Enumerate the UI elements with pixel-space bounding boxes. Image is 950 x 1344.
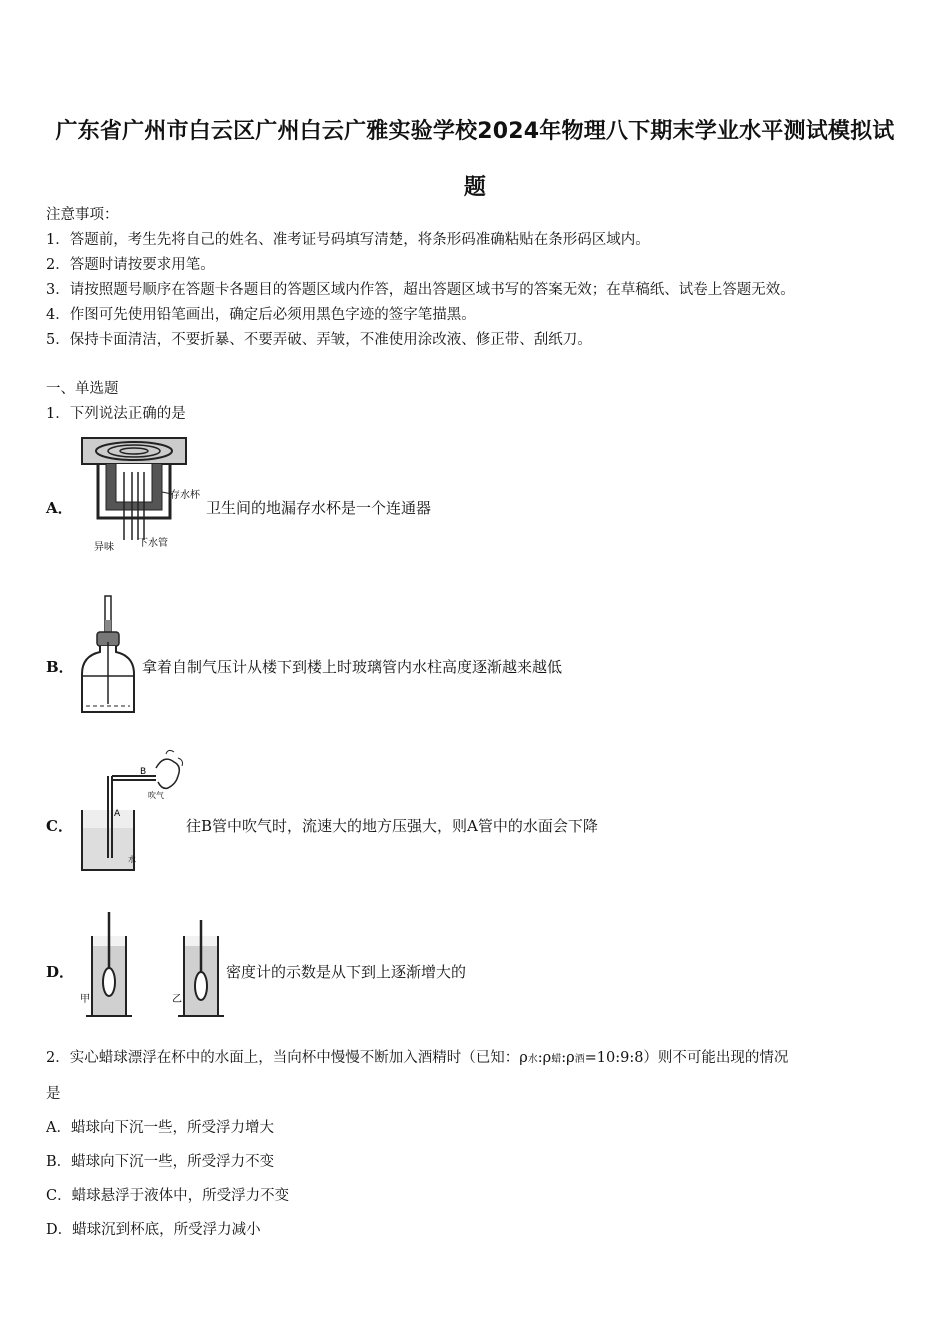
question-2-stem: 2．实心蜡球漂浮在杯中的水面上，当向杯中慢慢不断加入酒精时（已知：ρ水:ρ蜡:ρ酒=10:9:8）则不可能出现的情况 (46, 1050, 789, 1066)
option-c-label: C． (46, 817, 73, 835)
label-pipe: 下水管 (138, 538, 168, 549)
q2-option: B．蜡球向下沉一些，所受浮力不变 (46, 1154, 275, 1170)
densimeter-figure (78, 910, 228, 1022)
label-a: A (114, 809, 121, 819)
label-odor: 异味 (94, 542, 114, 552)
q2-stem-part2: 是 (46, 1086, 61, 1102)
option-d-label: D． (46, 963, 75, 981)
notice-item: 1．答题前，考生先将自己的姓名、准考证号码填写清楚，将条形码准确粘贴在条形码区域内。 (46, 232, 650, 248)
blow-tube-figure (78, 748, 188, 876)
section-heading: 一、单选题 (46, 381, 119, 397)
floor-drain-figure (76, 432, 206, 552)
q2-option: C．蜡球悬浮于液体中，所受浮力不变 (46, 1188, 290, 1204)
barometer-figure (78, 594, 142, 716)
title-line-2: 题 (463, 175, 487, 200)
q2-option: D．蜡球沉到杯底，所受浮力减小 (46, 1222, 261, 1238)
title-line-1: 广东省广州市白云区广州白云广雅实验学校2024年物理八下期末学业水平测试模拟试 (55, 119, 895, 144)
option-b-label: B． (46, 658, 74, 676)
label-yi: 乙 (172, 994, 182, 1005)
sub-water: 水 (527, 1054, 538, 1065)
option-d-text: 密度计的示数是从下到上逐渐增大的 (226, 963, 467, 981)
notice-item: 2．答题时请按要求用笔。 (46, 257, 215, 273)
q2-option: A．蜡球向下沉一些，所受浮力增大 (46, 1120, 274, 1136)
question-1-stem: 1．下列说法正确的是 (46, 406, 186, 422)
label-b: B (140, 767, 147, 777)
option-a-label: A． (46, 499, 73, 517)
sub-alcohol: 酒 (574, 1054, 585, 1065)
rho-water: ρ (519, 1050, 528, 1066)
label-cup: 存水杯 (170, 490, 200, 501)
option-a-text: 卫生间的地漏存水杯是一个连通器 (206, 499, 432, 517)
q2-ratio: =10:9:8）则不可能出现的情况 (584, 1050, 789, 1066)
notice-item: 3．请按照题号顺序在答题卡各题目的答题区域内作答，超出答题区域书写的答案无效；在草稿纸、试卷上答题无效。 (46, 282, 795, 298)
label-water: 水 (128, 855, 136, 864)
q2-stem-part1: 2．实心蜡球漂浮在杯中的水面上，当向杯中慢慢不断加入酒精时（已知： (46, 1050, 520, 1066)
page-title (40, 104, 910, 216)
label-blow: 吹气 (148, 791, 164, 800)
notice-heading: 注意事项： (46, 207, 119, 223)
option-c-text: 往B管中吹气时，流速大的地方压强大，则A管中的水面会下降 (186, 817, 598, 835)
notice-item: 4．作图可先使用铅笔画出，确定后必须用黑色字迹的签字笔描黑。 (46, 307, 476, 323)
rho-wax: ρ (542, 1050, 552, 1066)
option-b-text: 拿着自制气压计从楼下到楼上时玻璃管内水柱高度逐渐越来越低 (142, 658, 563, 676)
notice-item: 5．保持卡面清洁，不要折暴、不要弄破、弄皱，不准使用涂改液、修正带、刮纸刀。 (46, 332, 592, 348)
rho-alcohol: ρ (566, 1050, 575, 1066)
sub-wax: 蜡 (551, 1054, 562, 1065)
label-jia: 甲 (80, 994, 90, 1005)
